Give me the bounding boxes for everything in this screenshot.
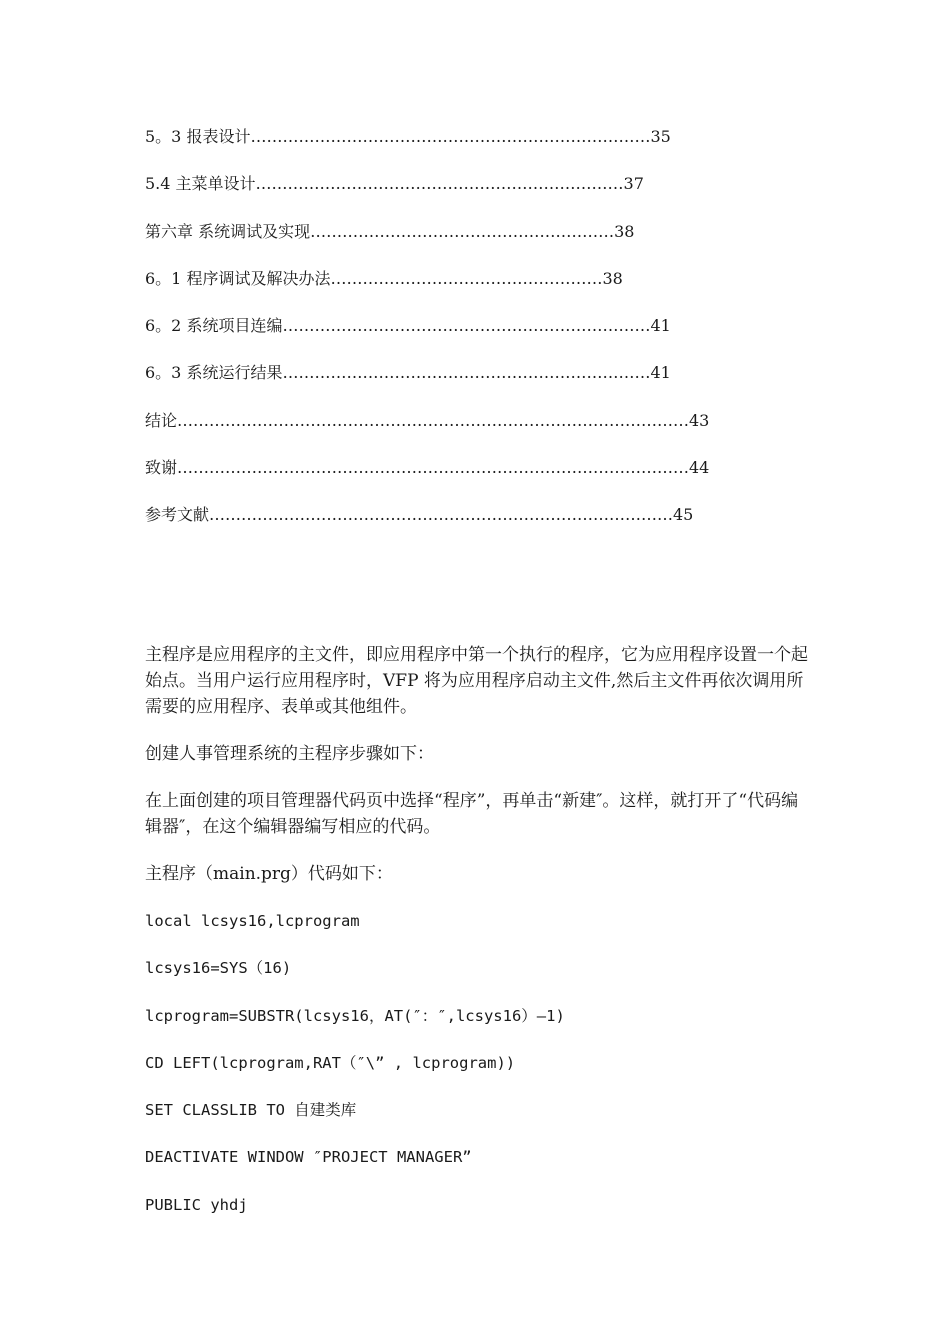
code-line: lcsys16=SYS（16)	[145, 959, 292, 978]
code-line: local lcsys16,lcprogram	[145, 912, 360, 930]
toc-entry-acknowledgements: 致谢……………………………………………………………………………………44	[145, 458, 710, 478]
toc-entry-references: 参考文献……………………………………………………………………………45	[145, 505, 694, 525]
paragraph-create-program: 在上面创建的项目管理器代码页中选择“程序”，再单击“新建″。这样，就打开了“代码编辑器″，在这个编辑器编写相应的代码。	[145, 791, 799, 837]
toc-entry-6-2: 6。2 系统项目连编……………………………………………………………41	[145, 316, 671, 336]
toc-entry-5-3: 5。3 报表设计…………………………………………………………………35	[145, 127, 671, 146]
toc-entry-6-1: 6。1 程序调试及解决办法……………………………………………38	[145, 268, 623, 288]
code-line: SET CLASSLIB TO 自建类库	[145, 1101, 357, 1120]
paragraph-main-program-intro: 主程序是应用程序的主文件，即应用程序中第一个执行的程序，它为应用程序设置一个起始点。当用户运行应用程序时，VFP 将为应用程序启动主文件,然后主文件再依次调用所需要的应用程序、表单或其他组件。	[145, 645, 808, 717]
paragraph-steps-heading: 创建人事管理系统的主程序步骤如下：	[145, 744, 434, 764]
toc-entry-chapter-6: 第六章 系统调试及实现…………………………………………………38	[145, 221, 635, 241]
code-line: lcprogram=SUBSTR(lcsys16，AT(″：″,lcsys16）—1)	[145, 1006, 565, 1025]
toc-entry-conclusion: 结论……………………………………………………………………………………43	[145, 410, 710, 430]
code-line: DEACTIVATE WINDOW ″PROJECT MANAGER”	[145, 1148, 472, 1167]
code-line: PUBLIC yhdj	[145, 1195, 248, 1214]
toc-entry-6-3: 6。3 系统运行结果……………………………………………………………41	[145, 363, 671, 383]
paragraph-code-heading: 主程序（main.prg）代码如下：	[145, 864, 393, 884]
code-listing	[145, 908, 810, 1239]
body-text	[145, 642, 810, 908]
table-of-contents	[145, 124, 785, 550]
toc-entry-5-4: 5.4 主菜单设计……………………………………………………………37	[145, 174, 644, 194]
code-line: CD LEFT(lcprogram,RAT（″\” , lcprogram))	[145, 1053, 516, 1072]
